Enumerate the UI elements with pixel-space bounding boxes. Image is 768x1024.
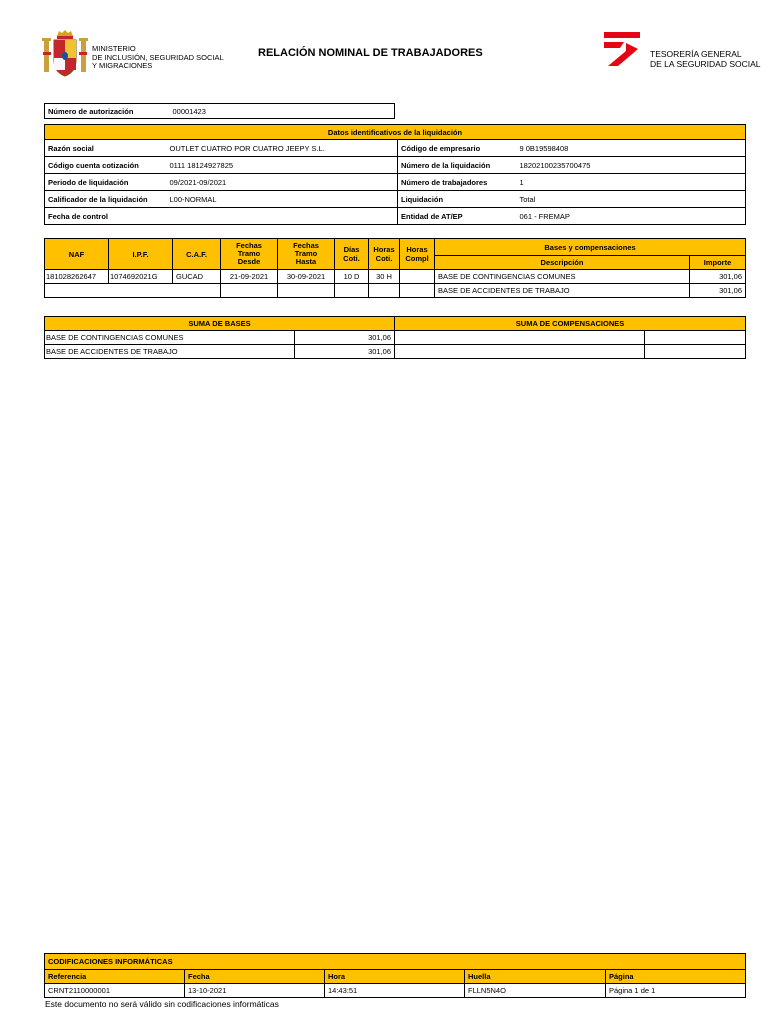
col-descripcion: Descripción xyxy=(435,256,690,270)
coat-of-arms-icon xyxy=(42,30,88,78)
col-hasta: Fechas Tramo Hasta xyxy=(278,239,335,270)
ident-table xyxy=(44,124,746,225)
ident-label: Periodo de liquidación xyxy=(45,174,167,191)
footer-value: Página 1 de 1 xyxy=(606,984,746,998)
col-ipf: I.P.F. xyxy=(109,239,173,270)
cell-dias: 10 D xyxy=(335,270,369,284)
ident-label: Liquidación xyxy=(398,191,517,208)
ident-label: Calificador de la liquidación xyxy=(45,191,167,208)
codifications-title: CODIFICACIONES INFORMÁTICAS xyxy=(45,954,746,970)
footer-value: 14:43:51 xyxy=(325,984,465,998)
sum-desc: BASE DE ACCIDENTES DE TRABAJO xyxy=(45,345,295,359)
ident-label: Código cuenta cotización xyxy=(45,157,167,174)
ident-value: Total xyxy=(517,191,746,208)
sum-bases-title: SUMA DE BASES xyxy=(45,317,395,331)
sum-importe: 301,06 xyxy=(295,331,395,345)
footer-value: CRNT2110000001 xyxy=(45,984,185,998)
cell-desde: 21-09-2021 xyxy=(221,270,278,284)
ident-title: Datos identificativos de la liquidación xyxy=(45,125,746,140)
sum-importe: 301,06 xyxy=(295,345,395,359)
ident-value: 9 0B19598408 xyxy=(517,140,746,157)
ident-value: L00-NORMAL xyxy=(167,191,398,208)
col-caf: C.A.F. xyxy=(173,239,221,270)
cell-base-importe: 301,06 xyxy=(690,270,746,284)
ident-value: 09/2021-09/2021 xyxy=(167,174,398,191)
sum-comp-title: SUMA DE COMPENSACIONES xyxy=(395,317,746,331)
col-importe: Importe xyxy=(690,256,746,270)
footer-header: Hora xyxy=(325,970,465,984)
ident-label: Entidad de AT/EP xyxy=(398,208,517,225)
sums-table xyxy=(44,316,746,359)
footer-header: Huella xyxy=(465,970,606,984)
workers-table xyxy=(44,238,746,298)
ident-label: Código de empresario xyxy=(398,140,517,157)
page-title: RELACIÓN NOMINAL DE TRABAJADORES xyxy=(258,47,483,59)
tgss-logo-icon xyxy=(604,31,640,67)
footer-value: FLLN5N4O xyxy=(465,984,606,998)
ident-value: 061 - FREMAP xyxy=(517,208,746,225)
cell-base-desc: BASE DE ACCIDENTES DE TRABAJO xyxy=(435,284,690,298)
cell-caf: GUCAD xyxy=(173,270,221,284)
footer-header: Referencia xyxy=(45,970,185,984)
col-naf: NAF xyxy=(45,239,109,270)
cell-horas: 30 H xyxy=(369,270,400,284)
cell-base-desc: BASE DE CONTINGENCIAS COMUNES xyxy=(435,270,690,284)
ministry-name: MINISTERIO DE INCLUSIÓN, SEGURIDAD SOCIAL Y MIGRACIONES xyxy=(92,44,224,70)
validity-note: Este documento no será válido sin codificaciones informáticas xyxy=(45,999,279,1009)
sum-desc: BASE DE CONTINGENCIAS COMUNES xyxy=(45,331,295,345)
ident-label: Razón social xyxy=(45,140,167,157)
cell-naf: 181028262647 xyxy=(45,270,109,284)
footer-header: Página xyxy=(606,970,746,984)
col-dias: Días Coti. xyxy=(335,239,369,270)
authorization-value: 00001423 xyxy=(170,104,395,119)
col-bases: Bases y compensaciones xyxy=(435,239,746,256)
cell-hasta: 30-09-2021 xyxy=(278,270,335,284)
ident-value: 18202100235700475 xyxy=(517,157,746,174)
cell-base-importe: 301,06 xyxy=(690,284,746,298)
cell-compl xyxy=(400,270,435,284)
cell-ipf: 1074692021G xyxy=(109,270,173,284)
tgss-name: TESORERÍA GENERAL DE LA SEGURIDAD SOCIAL xyxy=(650,49,761,69)
authorization-label: Número de autorización xyxy=(45,104,170,119)
ident-label: Número de trabajadores xyxy=(398,174,517,191)
col-compl: Horas Compl xyxy=(400,239,435,270)
ident-value xyxy=(167,208,398,225)
col-desde: Fechas Tramo Desde xyxy=(221,239,278,270)
col-horas: Horas Coti. xyxy=(369,239,400,270)
footer-value: 13-10-2021 xyxy=(185,984,325,998)
codifications-table xyxy=(44,953,746,998)
ident-value: 1 xyxy=(517,174,746,191)
footer-header: Fecha xyxy=(185,970,325,984)
ident-value: OUTLET CUATRO POR CUATRO JEEPY S.L. xyxy=(167,140,398,157)
ident-value: 0111 18124927825 xyxy=(167,157,398,174)
ident-label: Fecha de control xyxy=(45,208,167,225)
authorization-table xyxy=(44,103,395,119)
ident-label: Número de la liquidación xyxy=(398,157,517,174)
